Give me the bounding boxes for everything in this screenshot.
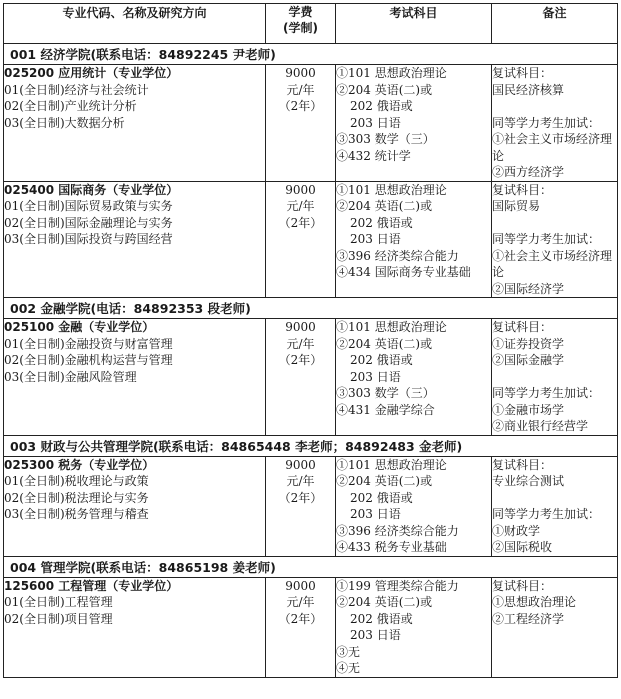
exam-subject-text: ①101 思想政治理论 — [336, 320, 447, 334]
college-title: 004 管理学院(联系电话：84865198 姜老师) — [4, 556, 618, 577]
exam-subject-text: ③无 — [336, 644, 361, 659]
college-title: 003 财政与公共管理学院(联系电话：84865448 李老师；84892483 金老师) — [4, 435, 618, 456]
exam-subject-text: ②204 英语(二)或 — [336, 336, 433, 351]
exam-subject — [336, 231, 491, 248]
header-notes: 备注 — [492, 4, 618, 44]
exam-subject-text: ①199 管理类综合能力 — [336, 578, 459, 593]
header-fee-line1: 学费 — [288, 5, 313, 19]
exam-subject-text: 203 日语 — [350, 507, 401, 521]
equal-label: 同等学力考生加试： — [492, 507, 601, 521]
retest-subject: ②国际金融学 — [492, 353, 565, 367]
header-exam: 考试科目 — [336, 4, 492, 44]
exam-subject-text: ④434 国际商务专业基础 — [336, 265, 471, 279]
research-direction: 01(全日制)税收理论与政策 — [4, 474, 149, 488]
fee-line: 元/年 — [286, 82, 315, 97]
major-row — [4, 456, 618, 556]
exam-subject — [336, 578, 491, 595]
exam-subject-text: ④无 — [336, 661, 361, 675]
exam-subject-text: ③396 经济类综合能力 — [336, 248, 459, 263]
major-name: 125600 工程管理（专业学位） — [4, 578, 179, 593]
major-name: 025300 税务（专业学位） — [4, 457, 155, 472]
major-row — [4, 319, 618, 436]
notes-cell — [492, 181, 618, 298]
exam-subject-text: ③396 经济类综合能力 — [336, 523, 459, 538]
equal-label: 同等学力考生加试： — [492, 232, 601, 246]
exam-subject-text: ②204 英语(二)或 — [336, 474, 433, 488]
exam-subject — [336, 319, 491, 336]
exam-subject — [336, 336, 491, 353]
exam-subject — [336, 115, 491, 132]
exam-subject — [336, 402, 491, 419]
research-direction: 01(全日制)国际贸易政策与实务 — [4, 199, 173, 213]
equal-subject: ①社会主义市场经济理论 — [492, 248, 613, 279]
research-direction: 03(全日制)税务管理与稽查 — [4, 507, 149, 521]
exam-subject-text: ④432 统计学 — [336, 148, 411, 163]
major-cell — [4, 65, 266, 182]
exam-subject-text: 203 日语 — [350, 369, 401, 384]
exam-cell — [336, 456, 492, 556]
retest-subject: ②工程经济学 — [492, 611, 565, 626]
exam-subject — [336, 264, 491, 281]
exam-subject-text: 202 俄语或 — [350, 490, 413, 505]
research-direction: 02(全日制)金融机构运营与管理 — [4, 353, 173, 367]
fee-line: 9000 — [285, 578, 316, 593]
research-direction: 01(全日制)金融投资与财富管理 — [4, 336, 173, 351]
equal-label: 同等学力考生加试： — [492, 115, 601, 130]
college-row — [4, 435, 618, 456]
fee-line: 元/年 — [286, 336, 315, 351]
fee-cell — [266, 65, 336, 182]
college-title: 001 经济学院(联系电话：84892245 尹老师) — [4, 44, 618, 65]
research-direction: 03(全日制)国际投资与跨国经营 — [4, 232, 173, 246]
exam-subject — [336, 215, 491, 232]
exam-subject — [336, 506, 491, 523]
exam-subject — [336, 248, 491, 265]
retest-subject: 专业综合测试 — [492, 474, 565, 488]
fee-line: 9000 — [285, 182, 316, 197]
retest-subject: 国际贸易 — [492, 199, 541, 213]
exam-subject-text: ③303 数学（三） — [336, 386, 435, 400]
fee-line: （2年） — [278, 215, 323, 230]
notes-cell — [492, 65, 618, 182]
major-row — [4, 577, 618, 677]
research-direction: 02(全日制)国际金融理论与实务 — [4, 215, 173, 230]
fee-cell — [266, 456, 336, 556]
fee-line: （2年） — [278, 490, 323, 505]
exam-subject-text: 203 日语 — [350, 232, 401, 246]
retest-label: 复试科目： — [492, 457, 553, 472]
retest-subject: ①证券投资学 — [492, 336, 565, 351]
exam-subject-text: 202 俄语或 — [350, 99, 413, 113]
major-name: 025200 应用统计（专业学位） — [4, 66, 179, 80]
exam-subject-text: 203 日语 — [350, 115, 401, 130]
exam-subject — [336, 523, 491, 540]
exam-subject — [336, 644, 491, 661]
exam-subject — [336, 457, 491, 474]
fee-line: 元/年 — [286, 595, 315, 609]
retest-label: 复试科目： — [492, 182, 553, 197]
research-direction: 01(全日制)工程管理 — [4, 595, 113, 609]
exam-subject — [336, 473, 491, 490]
exam-subject — [336, 490, 491, 507]
fee-line: （2年） — [278, 99, 323, 113]
exam-subject-text: ①101 思想政治理论 — [336, 66, 447, 80]
retest-label: 复试科目： — [492, 66, 553, 80]
exam-cell — [336, 577, 492, 677]
notes-spacer — [492, 490, 617, 507]
research-direction: 03(全日制)金融风险管理 — [4, 369, 137, 384]
header-major: 专业代码、名称及研究方向 — [4, 4, 266, 44]
exam-subject — [336, 182, 491, 199]
exam-subject-text: 203 日语 — [350, 628, 401, 642]
exam-subject — [336, 98, 491, 115]
exam-subject-text: ②204 英语(二)或 — [336, 595, 433, 609]
major-cell — [4, 319, 266, 436]
fee-line: 9000 — [285, 320, 316, 334]
major-cell — [4, 456, 266, 556]
exam-subject — [336, 148, 491, 165]
exam-subject-text: ②204 英语(二)或 — [336, 199, 433, 213]
exam-subject — [336, 352, 491, 369]
exam-subject — [336, 539, 491, 556]
exam-subject-text: ①101 思想政治理论 — [336, 457, 447, 472]
research-direction: 01(全日制)经济与社会统计 — [4, 82, 149, 97]
notes-cell — [492, 319, 618, 436]
exam-subject — [336, 660, 491, 677]
fee-line: 元/年 — [286, 474, 315, 488]
major-name: 025100 金融（专业学位） — [4, 320, 155, 334]
notes-cell — [492, 456, 618, 556]
major-row — [4, 181, 618, 298]
exam-subject-text: 202 俄语或 — [350, 611, 413, 626]
fee-line: 9000 — [285, 457, 316, 472]
retest-subject: ①思想政治理论 — [492, 595, 577, 609]
fee-line: （2年） — [278, 353, 323, 367]
fee-cell — [266, 577, 336, 677]
table-body — [4, 44, 618, 678]
exam-subject — [336, 627, 491, 644]
header-fee-line2: (学制) — [283, 21, 318, 35]
fee-line: （2年） — [278, 611, 323, 626]
notes-spacer — [492, 98, 617, 115]
notes-cell — [492, 577, 618, 677]
research-direction: 02(全日制)项目管理 — [4, 611, 113, 626]
equal-subject: ①社会主义市场经济理论 — [492, 132, 613, 163]
major-cell — [4, 181, 266, 298]
research-direction: 03(全日制)大数据分析 — [4, 115, 125, 130]
fee-cell — [266, 319, 336, 436]
retest-subject: 国民经济核算 — [492, 82, 565, 97]
retest-label: 复试科目： — [492, 320, 553, 334]
exam-cell — [336, 319, 492, 436]
equal-subject: ①金融市场学 — [492, 402, 565, 417]
equal-subject: ②国际税收 — [492, 540, 553, 554]
major-cell — [4, 577, 266, 677]
equal-subject: ②西方经济学 — [492, 165, 565, 179]
equal-label: 同等学力考生加试： — [492, 386, 601, 400]
college-row — [4, 556, 618, 577]
notes-spacer — [492, 215, 617, 232]
exam-cell — [336, 181, 492, 298]
fee-line: 9000 — [285, 66, 316, 80]
exam-subject — [336, 131, 491, 148]
header-fee — [266, 4, 336, 44]
exam-subject-text: ①101 思想政治理论 — [336, 182, 447, 197]
research-direction: 02(全日制)产业统计分析 — [4, 99, 137, 113]
exam-subject — [336, 385, 491, 402]
admissions-table — [3, 3, 618, 678]
exam-subject-text: ③303 数学（三） — [336, 132, 435, 146]
notes-spacer — [492, 369, 617, 386]
exam-subject — [336, 611, 491, 628]
college-title: 002 金融学院(电话：84892353 段老师) — [4, 298, 618, 319]
header-row — [4, 4, 618, 44]
exam-subject — [336, 198, 491, 215]
retest-label: 复试科目： — [492, 578, 553, 593]
college-row — [4, 298, 618, 319]
exam-subject-text: ④431 金融学综合 — [336, 402, 435, 417]
equal-subject: ②商业银行经营学 — [492, 419, 589, 433]
major-name: 025400 国际商务（专业学位） — [4, 182, 179, 197]
exam-subject — [336, 369, 491, 386]
college-row — [4, 44, 618, 65]
exam-subject-text: ②204 英语(二)或 — [336, 82, 433, 97]
exam-subject-text: 202 俄语或 — [350, 215, 413, 230]
equal-subject: ②国际经济学 — [492, 281, 565, 296]
major-row — [4, 65, 618, 182]
exam-subject — [336, 65, 491, 82]
fee-cell — [266, 181, 336, 298]
research-direction: 02(全日制)税法理论与实务 — [4, 490, 149, 505]
exam-subject — [336, 594, 491, 611]
exam-cell — [336, 65, 492, 182]
equal-subject: ①财政学 — [492, 523, 541, 538]
exam-subject-text: ④433 税务专业基础 — [336, 540, 447, 554]
fee-line: 元/年 — [286, 199, 315, 213]
exam-subject — [336, 82, 491, 99]
exam-subject-text: 202 俄语或 — [350, 353, 413, 367]
